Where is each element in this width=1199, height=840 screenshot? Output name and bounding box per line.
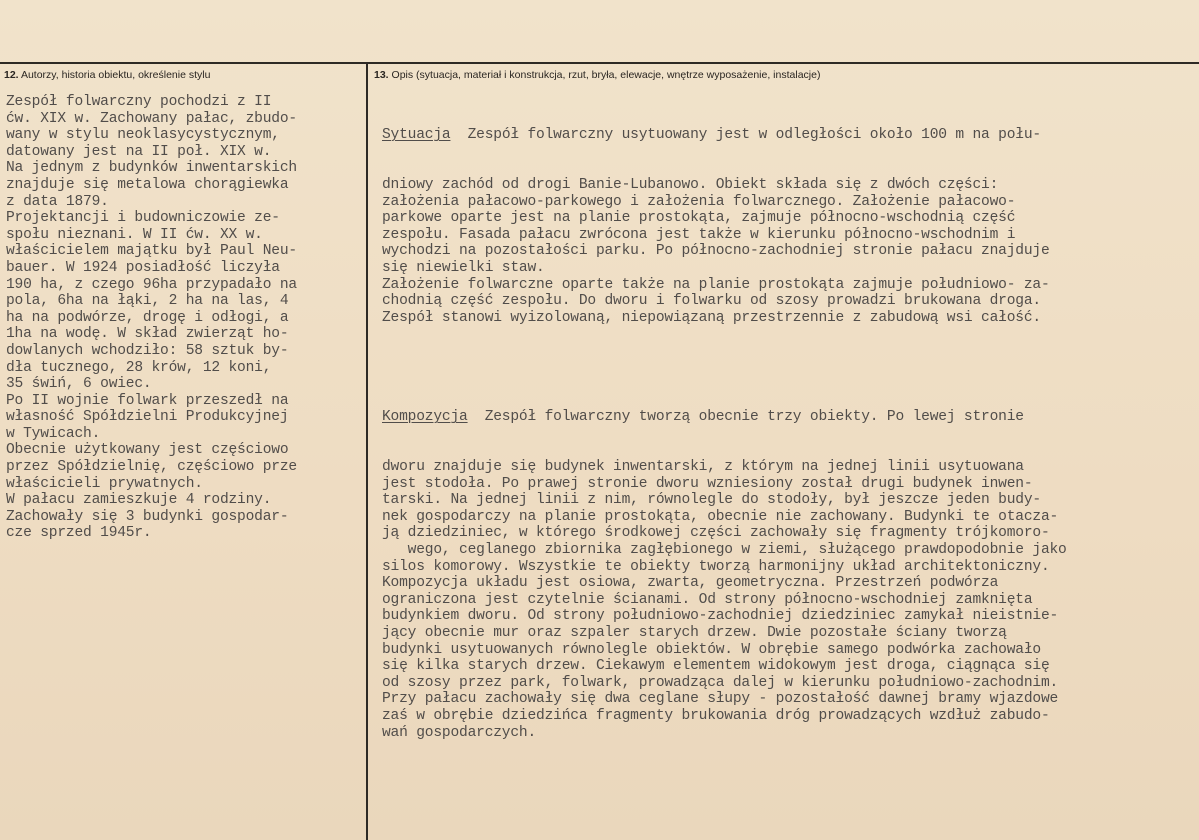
history-text-line: znajduje się metalowa chorągiewka	[6, 176, 289, 193]
sytuacja-label: Sytuacja	[382, 127, 451, 144]
history-text-line: Obecnie użytkowany jest częściowo	[6, 442, 289, 459]
history-text-line: Zachowały się 3 budynki gospodar-	[6, 508, 289, 525]
history-text-line: dowlanych wchodziło: 58 sztuk by-	[6, 342, 289, 359]
history-text-line: własność Spółdzielni Produkcyjnej	[6, 409, 289, 426]
sytuacja-text-line: dniowy zachód od drogi Banie-Lubanowo. Obiekt składa się z dwóch części:	[382, 176, 999, 193]
left-section-number: 12.	[4, 69, 19, 81]
kompozycja-paragraph	[382, 459, 1192, 741]
history-text-line: wany w stylu neoklasycystycznym,	[6, 127, 280, 144]
sytuacja-paragraph	[382, 177, 1192, 326]
kompozycja-text-line: silos komorowy. Wszystkie te obiekty tworzą harmonijny układ architektoniczny.	[382, 558, 1050, 575]
history-text	[6, 94, 362, 542]
kompozycja-text-line: ją dziedziniec, w którego środkowej części zachowały się fragmenty trójkomoro-	[382, 525, 1050, 542]
sytuacja-text-line: parkowe oparte jest na planie prostokąta, zajmuje północno-wschodnią część	[382, 210, 1016, 227]
right-section-number: 13.	[374, 69, 389, 81]
kompozycja-label: Kompozycja	[382, 409, 468, 426]
kompozycja-text-line: jest stodoła. Po prawej stronie dworu wzniesiony został drugi budynek inwen-	[382, 475, 1033, 492]
history-text-line: pola, 6ha na łąki, 2 ha na las, 4	[6, 293, 289, 310]
kompozycja-first-line: Zespół folwarczny tworzą obecnie trzy obiekty. Po lewej stronie	[467, 409, 1024, 426]
sytuacja-first-line: Zespół folwarczny usytuowany jest w odległości około 100 m na połu-	[450, 127, 1041, 144]
kompozycja-text-line: od szosy przez park, folwark, prowadząca dalej w kierunku południowo-zachodnim.	[382, 674, 1059, 691]
history-text-line: z data 1879.	[6, 193, 109, 210]
history-text-line: w Tywicach.	[6, 425, 101, 442]
kompozycja-text-line: jący obecnie mur oraz szpaler starych drzew. Dwie pozostałe ściany tworzą	[382, 625, 1007, 641]
kompozycja-text-line: dworu znajduje się budynek inwentarski, z którym na jednej linii usytuowana	[382, 459, 1024, 476]
kompozycja-text-line: zaś w obrębie dziedzińca fragmenty brukowania dróg prowadzących wzdłuż zabudo-	[382, 707, 1050, 724]
kompozycja-text-line: budynkiem dworu. Od strony południowo-zachodniej dziedziniec zamykał nieistnie-	[382, 608, 1059, 625]
history-text-line: Projektancji i budowniczowie ze-	[6, 210, 280, 227]
right-section-title: Opis (sytuacja, materiał i konstrukcja, rzut, bryła, elewacje, wnętrze wyposażenie, instalacje)	[391, 69, 821, 81]
history-text-line: 1ha na wodę. W skład zwierząt ho-	[6, 326, 289, 343]
history-text-line: cze sprzed 1945r.	[6, 525, 152, 542]
column-divider	[366, 62, 368, 840]
kompozycja-heading-line	[382, 409, 1192, 426]
right-section-header	[374, 69, 820, 81]
history-text-line: Zespół folwarczny pochodzi z II	[6, 94, 272, 110]
history-text-line: Na jednym z budynków inwentarskich	[6, 160, 297, 177]
sytuacja-text-line: się niewielki staw.	[382, 259, 545, 276]
history-text-line: właścicieli prywatnych.	[6, 475, 203, 492]
history-text-line: właścicielem majątku był Paul Neu-	[6, 243, 297, 260]
history-text-line: W pałacu zamieszkuje 4 rodziny.	[6, 492, 272, 509]
sytuacja-text-line: założenia pałacowo-parkowego i założenia folwarcznego. Założenie pałacowo-	[382, 193, 1016, 210]
history-text-line: ćw. XIX w. Zachowany pałac, zbudo-	[6, 110, 297, 127]
history-text-line: społu nieznani. W II ćw. XX w.	[6, 226, 263, 243]
left-section-title: Autorzy, historia obiektu, określenie stylu	[20, 69, 211, 81]
sytuacja-text-line: wychodzi na pozostałości parku. Po północno-zachodniej stronie pałacu znajduje	[382, 243, 1050, 260]
history-text-line: 35 świń, 6 owiec.	[6, 376, 152, 393]
history-text-line: datowany jest na II poł. XIX w.	[6, 143, 272, 160]
sytuacja-text-line: Założenie folwarczne oparte także na planie prostokąta zajmuje południowo- za-	[382, 276, 1050, 293]
history-text-line: bauer. W 1924 posiadłość liczyła	[6, 259, 280, 276]
history-text-line: Po II wojnie folwark przeszedł na	[6, 392, 289, 409]
kompozycja-text-line: budynki usytuowanych równolegle obiektów. W obrębie samego podwórka zachowało	[382, 641, 1041, 658]
kompozycja-text-line: Kompozycja układu jest osiowa, zwarta, geometryczna. Przestrzeń podwórza	[382, 575, 999, 592]
kompozycja-text-line: tarski. Na jednej linii z nim, równolegle do stodoły, był jeszcze jeden budy-	[382, 492, 1041, 509]
kompozycja-text-line: wego, ceglanego zbiornika zagłębionego w ziemi, służącego prawdopodobnie jako	[382, 542, 1067, 559]
sytuacja-text-line: zespołu. Fasada pałacu zwrócona jest także w kierunku północno-wschodnim i	[382, 226, 1016, 243]
kompozycja-text-line: nek gospodarczy na planie prostokąta, obecnie nie zachowany. Budynki te otacza-	[382, 508, 1059, 525]
top-rule	[0, 62, 1199, 64]
kompozycja-text-line: Przy pałacu zachowały się dwa ceglane słupy - pozostałość dawnej bramy wjazdowe	[382, 691, 1059, 708]
spacer-line	[382, 360, 1192, 377]
description-text	[382, 94, 1192, 774]
history-text-line: przez Spółdzielnię, częściowo prze	[6, 459, 297, 476]
history-text-line: 190 ha, z czego 96ha przypadało na	[6, 276, 297, 293]
left-section-header	[4, 69, 210, 81]
kompozycja-text-line: ograniczona jest czytelnie ścianami. Od strony północno-wschodniej zamknięta	[382, 591, 1033, 608]
sytuacja-text-line: chodnią część zespołu. Do dworu i folwarku od szosy prowadzi brukowana droga.	[382, 293, 1041, 310]
sytuacja-heading-line	[382, 127, 1192, 144]
history-text-line: dła tucznego, 28 krów, 12 koni,	[6, 359, 272, 376]
kompozycja-text-line: wań gospodarczych.	[382, 724, 537, 741]
history-text-line: ha na podwórze, drogę i odłogi, a	[6, 309, 289, 326]
sytuacja-text-line: Zespół stanowi wyizolowaną, niepowiązaną przestrzennie z zabudową wsi całość.	[382, 309, 1041, 326]
kompozycja-text-line: się kilka starych drzew. Ciekawym elementem widokowym jest droga, ciągnąca się	[382, 658, 1050, 675]
